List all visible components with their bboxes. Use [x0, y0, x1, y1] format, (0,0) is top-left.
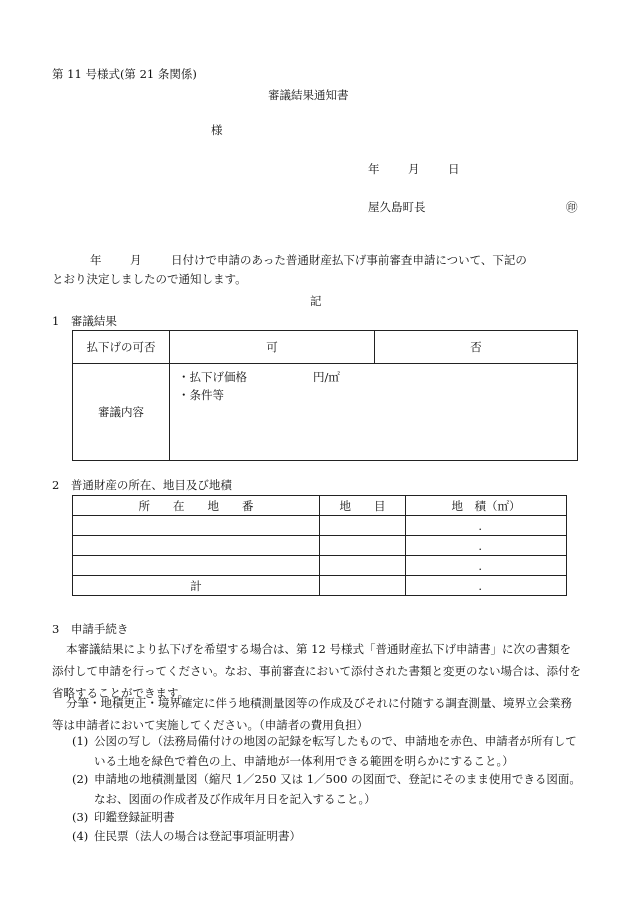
review-content-label: 審議内容	[73, 364, 170, 461]
review-result-table	[72, 330, 578, 461]
list-item-text: 申請地の地積測量図（縮尺 1／250 又は 1／500 の図面で、登記にそのまま使用できる図面。なお、図面の作成者及び作成年月日を記入すること。）	[94, 772, 581, 806]
list-item-number: (1)	[72, 734, 89, 748]
approval-ok: 可	[170, 331, 375, 364]
conditions-label: ・条件等	[178, 388, 224, 402]
list-item-number: (2)	[72, 772, 89, 786]
list-item-text: 印鑑登録証明書	[94, 810, 175, 824]
list-item	[72, 769, 584, 809]
list-item	[72, 807, 584, 827]
list-item	[72, 826, 584, 846]
total-row	[73, 576, 567, 596]
date-year: 年	[368, 162, 380, 176]
table-row	[73, 556, 567, 576]
list-item-number: (4)	[72, 829, 89, 843]
list-item	[72, 731, 584, 771]
intro-line-2: とおり決定しましたので通知します。	[52, 272, 247, 286]
ki-marker: 記	[310, 294, 322, 308]
price-label: ・払下げ価格	[178, 370, 247, 384]
document-title: 審議結果通知書	[268, 88, 349, 102]
area-cell: .	[406, 516, 567, 536]
date-day: 日	[448, 162, 460, 176]
location-cell	[73, 556, 320, 576]
intro-year: 年	[90, 253, 102, 267]
approval-no: 否	[375, 331, 578, 364]
category-cell	[320, 556, 406, 576]
form-number: 第 11 号様式(第 21 条関係)	[52, 67, 197, 81]
location-cell	[73, 536, 320, 556]
header-category: 地 目	[320, 496, 406, 516]
list-item-number: (3)	[72, 810, 89, 824]
list-item-text: 公図の写し（法務局備付けの地図の記録を転写したもので、申請地を赤色、申請者が所有している土地を緑色で着色の上、申請地が一体利用できる範囲を明らかにすること。）	[94, 734, 577, 768]
recipient-suffix: 様	[211, 123, 223, 137]
intro-month: 月	[130, 253, 142, 267]
issuer-name: 屋久島町長	[368, 200, 426, 214]
area-cell: .	[406, 556, 567, 576]
list-item-text: 住民票（法人の場合は登記事項証明書）	[94, 829, 301, 843]
review-content	[170, 364, 578, 461]
total-label: 計	[73, 576, 320, 596]
category-cell	[320, 536, 406, 556]
procedure-paragraph-2: 分筆・地積更正・境界確定に伴う地積測量図等の作成及びそれに付随する調査測量、境界立会業務等は申請者において実施してください。（申請者の費用負担）	[52, 696, 572, 732]
total-area: .	[406, 576, 567, 596]
header-area: 地 積（㎡）	[406, 496, 567, 516]
approval-label: 払下げの可否	[73, 331, 170, 364]
section1-heading: 1 審議結果	[52, 314, 117, 328]
intro-line-1: 日付けで申請のあった普通財産払下げ事前審査申請について、下記の	[171, 253, 527, 267]
price-unit: 円/㎡	[313, 370, 340, 384]
seal-mark: ㊞	[566, 200, 578, 214]
header-location: 所 在 地 番	[73, 496, 320, 516]
category-cell	[320, 516, 406, 536]
category-cell	[320, 576, 406, 596]
section2-heading: 2 普通財産の所在、地目及び地積	[52, 478, 232, 492]
section3-heading: 3 申請手続き	[52, 622, 129, 636]
location-cell	[73, 516, 320, 536]
area-cell: .	[406, 536, 567, 556]
table-row	[73, 516, 567, 536]
procedure-paragraph-1: 本審議結果により払下げを希望する場合は、第 12 号様式「普通財産払下げ申請書」に次の書類を添付して申請を行ってください。なお、事前審査において添付された書類と変更のない場合は、添付を省略することができます。	[52, 642, 581, 700]
property-table	[72, 495, 567, 596]
table-row	[73, 536, 567, 556]
date-month: 月	[408, 162, 420, 176]
